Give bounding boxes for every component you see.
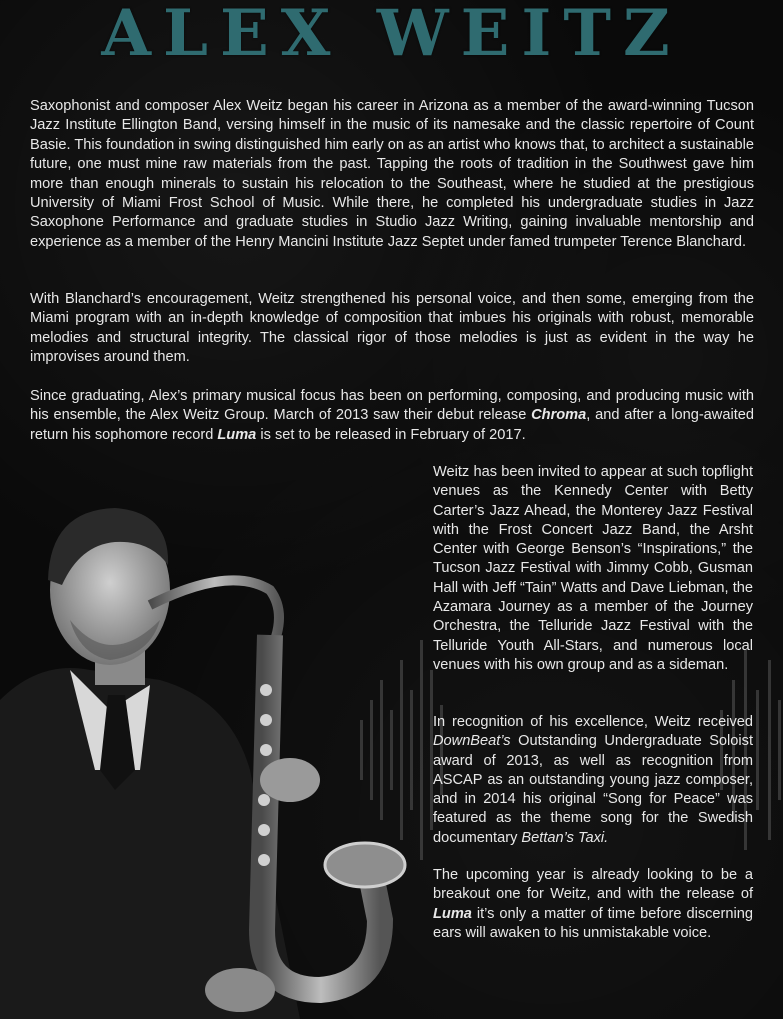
text-segment: it’s only a matter of time before discerning ears will awaken to his unmistakable voice. <box>433 905 753 941</box>
recognition-paragraph <box>433 713 753 848</box>
magazine-title: DownBeat’s <box>433 733 511 750</box>
venues-paragraph: Weitz has been invited to appear at such topflight venues as the Kennedy Center with Betty Carter’s Jazz Ahead, the Monterey Jazz Festival with the Frost Concert Jazz Band, the Arsht Center with George Benson’s “Inspirations,” the Tucson Jazz Festival with Jimmy Cobb, Gusman Hall with Jeff “Tain” Watts and Dave Liebman, the Azamara Journey as a member of the Journey Orchestra, the Telluride Jazz Festival with the Telluride Youth All-Stars, and numerous local venues with his own group and as a sideman. <box>433 464 753 673</box>
outlook-paragraph <box>433 866 753 943</box>
text-segment: In recognition of his excellence, Weitz received <box>433 714 753 730</box>
documentary-title: Bettan’s Taxi. <box>521 829 609 846</box>
text-segment: Outstanding Undergraduate Soloist award of 2013, as well as recognition from ASCAP as an outstanding young jazz composer, and in 2014 his original “Song for Peace” was featured as the theme song for the Swedish documentary <box>433 733 753 846</box>
saxophonist-photo <box>0 470 430 1019</box>
bio-paragraph-2: With Blanchard’s encouragement, Weitz strengthened his personal voice, and then some, emerging from the Miami program with an in-depth knowledge of composition that imbues his originals with robust, memorable melodies and structural integrity. The classical rigor of those melodies is just as evident in the way he improvises around them. <box>30 291 754 366</box>
album-title-chroma: Chroma <box>531 407 587 424</box>
bio-paragraph-1: Saxophonist and composer Alex Weitz began his career in Arizona as a member of the award-winning Tucson Jazz Institute Ellington Band, versing himself in the music of its namesake and the classic repertoire of Count Basie. This foundation in swing distinguished him early on as an artist who knows that, to architect a sustainable future, one must mine raw materials from the past. Tapping the roots of tradition in the Southwest gave him more than enough minerals to sustain his relocation to the Southeast, where he studied at the prestigious University of Miami Frost School of Music. While there, he completed his undergraduate studies in Jazz Saxophone Performance and graduate studies in Studio Jazz Writing, gaining invaluable mentorship and experience as a member of the Henry Mancini Institute Jazz Septet under famed trumpeter Terence Blanchard. <box>30 98 754 250</box>
album-title-luma: Luma <box>217 426 257 443</box>
bio-paragraph-3 <box>30 387 754 445</box>
page-title: ALEX WEITZ <box>101 0 682 71</box>
text-segment: The upcoming year is already looking to be a breakout one for Weitz, and with the release of <box>433 867 753 903</box>
album-title-luma-2: Luma <box>433 905 472 922</box>
text-segment: Since graduating, Alex’s primary musical focus has been on performing, composing, and producing music with his ensemble, the Alex Weitz Group. March of 2013 saw their debut release <box>30 388 754 424</box>
text-segment: , and after a long-awaited return his sophomore record <box>30 407 754 443</box>
text-segment: is set to be released in February of 2017. <box>256 426 526 443</box>
